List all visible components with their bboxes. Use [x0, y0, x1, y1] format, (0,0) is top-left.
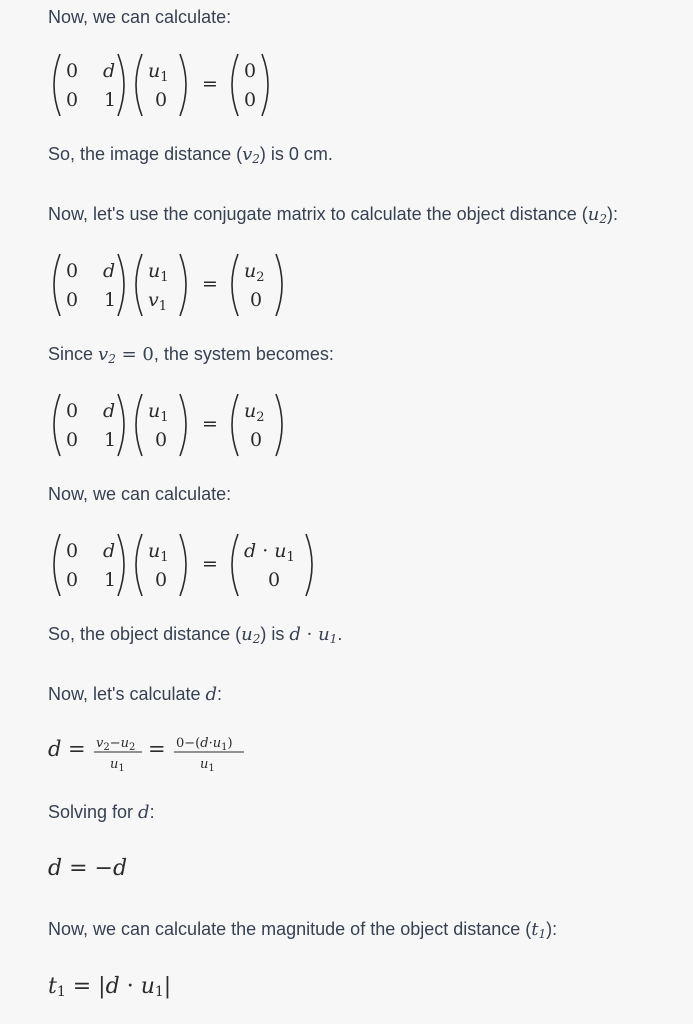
paragraph-calc-2 — [48, 483, 231, 505]
svg-text:0: 0 — [66, 540, 79, 562]
vout2: 0 — [244, 89, 257, 111]
matrix-equation-2 — [48, 250, 368, 320]
svg-text:d: d — [103, 260, 116, 282]
matrix-equation-1 — [48, 50, 368, 120]
text-post: : — [149, 802, 155, 822]
math-v2-eq: $v_2 = 0$ — [98, 344, 154, 366]
m12: d — [103, 60, 116, 82]
paren-left — [54, 54, 60, 116]
svg-text:1: 1 — [104, 289, 117, 311]
text-pre: Now, let's use the conjugate matrix to calculate the object distance ( — [48, 204, 588, 224]
svg-text:0: 0 — [155, 569, 168, 591]
svg-text:u1: $u_1$ — [200, 757, 215, 774]
equation-4-svg — [48, 530, 388, 600]
m21: 0 — [66, 89, 79, 111]
svg-text:0: 0 — [66, 429, 79, 451]
svg-text:1: 1 — [104, 569, 117, 591]
svg-text:d: d — [103, 540, 116, 562]
svg-text:u2: $u_2$ — [244, 260, 265, 285]
text-pre: Now, we can calculate the magnitude of the object distance ( — [48, 919, 532, 939]
math-d: d — [138, 802, 150, 823]
math-v2: $v_2$ — [242, 144, 260, 166]
paragraph-calc-d — [48, 683, 222, 706]
svg-text:v1: $v_1$ — [148, 289, 168, 314]
svg-text:0: 0 — [66, 569, 79, 591]
svg-text:0: 0 — [250, 429, 263, 451]
math-v2-letter: v — [98, 344, 109, 365]
svg-text:u1: $u_1$ — [148, 260, 169, 285]
equation-3-svg — [48, 390, 368, 460]
text-pre: Now, let's calculate — [48, 684, 206, 704]
svg-text:d · u1: $d \cdot u_1$ — [244, 540, 295, 565]
svg-text:u2: $u_2$ — [244, 400, 265, 425]
m11: 0 — [66, 60, 79, 82]
svg-text:0: 0 — [250, 289, 263, 311]
text-post: ) is 0 cm. — [259, 144, 333, 164]
paragraph-solving — [48, 801, 155, 824]
paragraph-image-distance — [48, 143, 333, 166]
math-u2: $u_2$ — [587, 204, 607, 226]
paragraph-since — [48, 343, 334, 366]
paren-right — [118, 54, 124, 116]
text-mid: ) is — [260, 624, 290, 644]
svg-text:d: d — [103, 400, 116, 422]
paragraph-text: Now, we can calculate: — [48, 484, 232, 504]
matrix-equation-4 — [48, 530, 388, 600]
vout1: 0 — [244, 60, 257, 82]
math-u2: $u_2$ — [241, 624, 261, 646]
solve-equation: d = −d — [48, 856, 128, 881]
equals: = — [202, 73, 218, 95]
svg-text:=: = — [68, 737, 86, 761]
paragraph-conjugate — [48, 203, 618, 226]
paragraph-text: Now, we can calculate: — [48, 7, 232, 27]
math-d: d — [205, 684, 218, 705]
text-post: ): — [546, 919, 558, 939]
svg-text:1: 1 — [104, 429, 117, 451]
math-d-u1: $d \cdot u_1$ — [289, 624, 338, 646]
svg-text:=: = — [148, 737, 166, 761]
matrix-equation-3 — [48, 390, 368, 460]
text-pre: So, the image distance ( — [48, 144, 243, 164]
fraction-equation — [48, 728, 308, 778]
equation-2-svg — [48, 250, 368, 320]
svg-text:u1: $u_1$ — [110, 757, 125, 774]
math-v2-letter: v — [242, 144, 253, 165]
paragraph-magnitude — [48, 918, 557, 941]
equation-1-svg — [48, 50, 368, 120]
svg-text:v2−u2: $v_2-u_2$ — [96, 736, 136, 753]
svg-text:u1: $u_1$ — [148, 400, 169, 425]
fraction-svg — [48, 728, 308, 778]
svg-text:0: 0 — [66, 400, 79, 422]
svg-text:=: = — [202, 413, 218, 435]
vin2: 0 — [155, 89, 168, 111]
text-pre: So, the object distance ( — [48, 624, 242, 644]
math-t1: $t_1$ — [531, 919, 547, 941]
text-pre: Solving for — [48, 802, 139, 822]
final-equation: $t_1 = |d \cdot u_1|$ — [48, 974, 172, 1000]
paragraph-object-distance — [48, 623, 342, 646]
svg-text:=: = — [202, 553, 218, 575]
svg-text:0: 0 — [268, 569, 281, 591]
svg-text:0: 0 — [66, 260, 79, 282]
math-u2-letter: u — [587, 204, 600, 225]
svg-text:u1: $u_1$ — [148, 540, 169, 565]
text-post: , the system becomes: — [153, 344, 334, 364]
svg-text:=: = — [202, 273, 218, 295]
text-post: . — [337, 624, 343, 644]
vin1: $u_1$ — [148, 60, 169, 85]
svg-text:0−(d·u1): $0-(d\cdot u_1)$ — [176, 736, 233, 753]
paragraph-calc-1 — [48, 6, 231, 28]
text-post: : — [217, 684, 223, 704]
svg-text:0: 0 — [155, 429, 168, 451]
text-post: ): — [606, 204, 618, 224]
m22: 1 — [104, 89, 117, 111]
svg-text:d: d — [48, 737, 62, 761]
svg-text:0: 0 — [66, 289, 79, 311]
math-t1-letter: t — [531, 919, 539, 940]
text-pre: Since — [48, 344, 99, 364]
